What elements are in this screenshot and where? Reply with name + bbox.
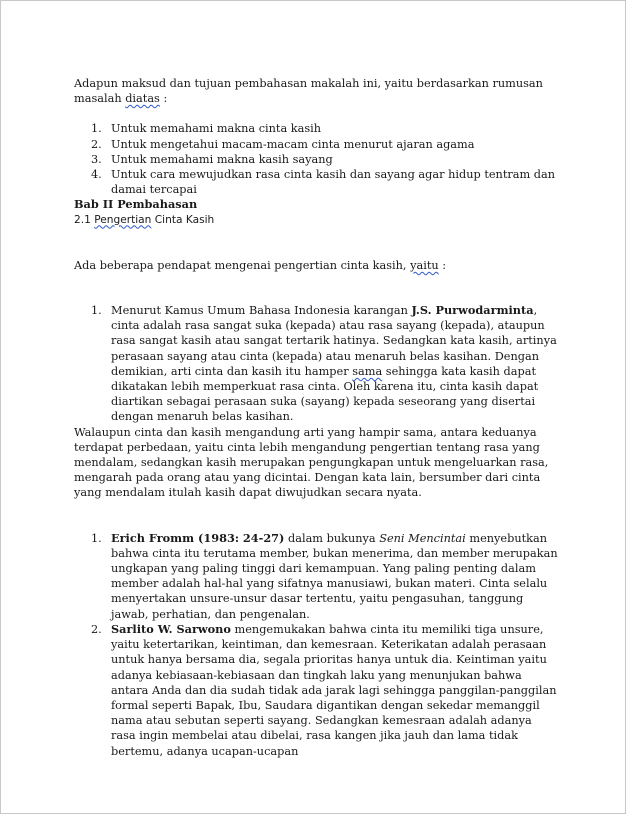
list-number: 1. (91, 122, 102, 136)
chapter-heading: Bab II Pembahasan (74, 197, 198, 212)
expert-text: mengemukakan bahwa cinta itu memiliki tiga unsure, yaitu ketertarikan, keintiman, dan kemesraan. Keterikatan adalah perasaan untuk hanya bersama dia, segala prioritas hanya untuk dia. Keintiman yaitu adanya kebiasaan-kebiasaan dan tingkah laku yang menunjukan bahwa antara Anda dan dia sudah tidak ada jarak lagi sehingga panggilan-panggilan formal seperti Bapak, Ibu, Saudara digantikan dengan sekedar memanggil nama atau sebutan seperti sayang. Sedangkan kemesraan adalah adanya rasa ingin membelai atau dibelai, rasa kangen jika jauh dan lama tidak bertemu, adanya ucapan-ucapan (111, 622, 557, 758)
list-item (74, 303, 560, 425)
list-item (74, 531, 560, 622)
definition-text: sehingga kata kasih dapat dikatakan lebih memperkuat rasa cinta. Oleh karena itu, cinta kasih dapat diartikan sebagai perasaan suka (sayang) kepada seseorang yang disertai dengan menaruh belas kasihan. (111, 364, 539, 424)
section-heading (74, 213, 560, 228)
list-number: 2. (91, 622, 102, 636)
definition-list (74, 303, 560, 425)
definition-text: Menurut Kamus Umum Bahasa Indonesia karangan (111, 304, 412, 318)
body-paragraph: Walaupun cinta dan kasih mengandung arti yang hampir sama, antara keduanya terdapat perbedaan, yaitu cinta lebih mengandung pengertian tentang rasa yang mendalam, sedangkan kasih merupakan pengungkapan untuk mengeluarkan rasa, mengarah pada orang atau yang dicintai. Dengan kata lain, bersumber dari cinta yang mendalam itulah kasih dapat diwujudkan secara nyata. (74, 425, 549, 500)
opinions-text: Ada beberapa pendapat mengenai pengertian cinta kasih, (74, 258, 411, 272)
expert-text: menyebutkan bahwa cinta itu terutama member, bukan menerima, dan member merupakan ungkapan yang paling tinggi dari kemampuan. Yang paling penting dalam member adalah hal-hal yang sifatnya manusiawi, bukan materi. Cinta selalu menyertakan unsure-unsur dasar tertentu, yaitu pengasuhan, tanggung jawab, perhatian, dan pengenalan. (111, 531, 558, 621)
intro-text: Adapun maksud dan tujuan pembahasan makalah ini, yaitu berdasarkan rumusan masalah (74, 77, 543, 106)
list-item (74, 152, 560, 167)
section-number: 2.1 (74, 213, 91, 226)
experts-list (74, 531, 560, 759)
spell-check-word[interactable]: Pengertian (94, 213, 152, 226)
list-number: 3. (91, 152, 102, 166)
list-item (74, 121, 560, 136)
list-number: 2. (91, 137, 102, 151)
definition-text: , cinta adalah rasa sangat suka (kepada) atau rasa sayang (kepada), ataupun rasa sangat kasih atau sangat tertarik hatinya. Sedangkan kata kasih, artinya perasaan sayang atau cinta (kepada) atau menaruh belas kasihan. Dengan demikian, arti cinta dan kasih itu hamper (111, 304, 557, 378)
book-title: Seni Mencintai (379, 531, 466, 545)
list-number: 1. (91, 304, 102, 318)
list-item-text: Untuk memahami makna cinta kasih (111, 122, 322, 136)
list-item-text: Untuk memahami makna kasih sayang (111, 152, 333, 166)
list-item (74, 167, 560, 197)
list-item (74, 622, 560, 759)
list-number: 1. (91, 531, 102, 545)
spell-check-word[interactable]: sama (352, 364, 383, 378)
section-title-text: Cinta Kasih (151, 213, 215, 226)
expert-name: Erich Fromm (1983: 24-27) (111, 530, 285, 545)
opinions-intro (74, 258, 560, 273)
expert-text: dalam bukunya (284, 531, 380, 545)
list-item-text: Untuk mengetahui macam-macam cinta menurut ajaran agama (111, 137, 475, 151)
list-item-text: Untuk cara mewujudkan rasa cinta kasih dan sayang agar hidup tentram dan damai tercapai (111, 168, 556, 197)
spell-check-word[interactable]: diatas (125, 92, 160, 106)
intro-paragraph (74, 76, 560, 106)
opinions-text-end: : (438, 258, 447, 272)
author-name: J.S. Purwodarminta (411, 303, 534, 318)
list-number: 4. (91, 168, 102, 182)
expert-name: Sarlito W. Sarwono (111, 621, 231, 636)
intro-text-end: : (159, 92, 168, 106)
spell-check-word[interactable]: yaitu (410, 258, 439, 272)
list-item (74, 137, 560, 152)
aims-list (74, 121, 560, 197)
page-content (74, 76, 560, 759)
